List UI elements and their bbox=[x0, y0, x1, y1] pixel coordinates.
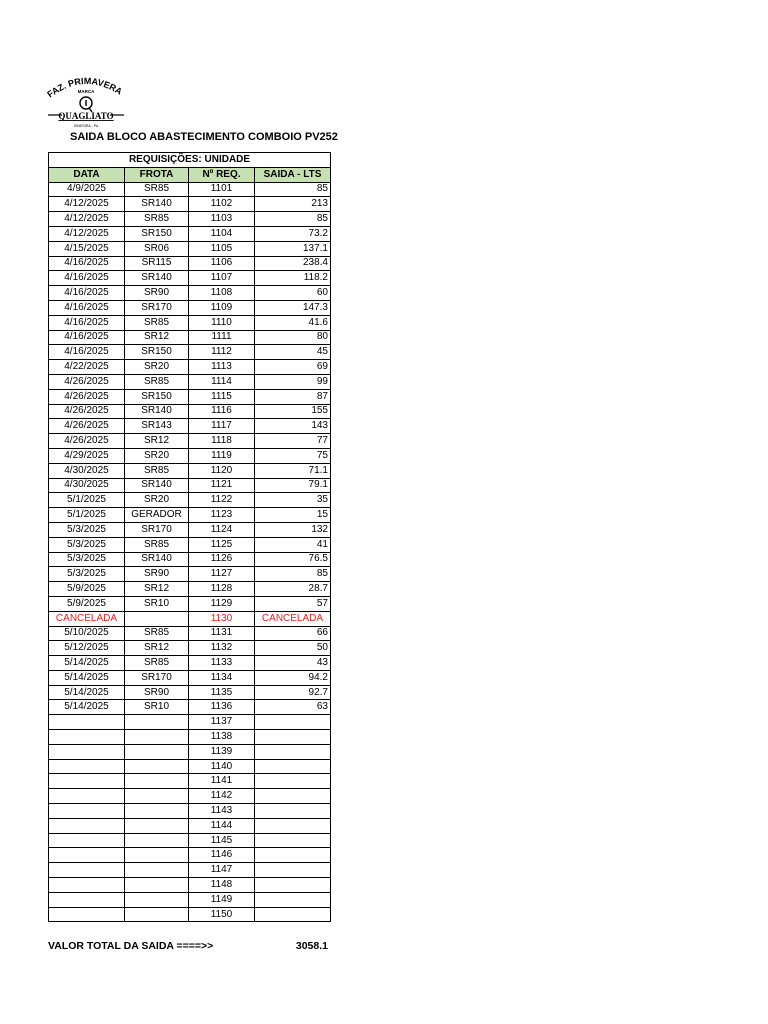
cell-data: 5/14/2025 bbox=[49, 670, 125, 685]
cell-data: 5/14/2025 bbox=[49, 700, 125, 715]
cell-req: 1122 bbox=[189, 493, 255, 508]
cell-data bbox=[49, 818, 125, 833]
cell-frota: SR143 bbox=[125, 419, 189, 434]
cell-frota: SR12 bbox=[125, 434, 189, 449]
cell-frota: SR150 bbox=[125, 389, 189, 404]
cell-frota bbox=[125, 744, 189, 759]
cell-saida bbox=[255, 759, 331, 774]
cell-req: 1139 bbox=[189, 744, 255, 759]
table-row bbox=[49, 197, 331, 212]
cell-saida bbox=[255, 804, 331, 819]
cell-data: 4/30/2025 bbox=[49, 463, 125, 478]
cell-saida bbox=[255, 744, 331, 759]
cell-req: 1138 bbox=[189, 730, 255, 745]
cell-data: 4/26/2025 bbox=[49, 434, 125, 449]
cell-saida: 85 bbox=[255, 182, 331, 197]
cell-req: 1101 bbox=[189, 182, 255, 197]
cell-frota: SR20 bbox=[125, 448, 189, 463]
cell-data: 4/9/2025 bbox=[49, 182, 125, 197]
cell-saida: 77 bbox=[255, 434, 331, 449]
table-row bbox=[49, 389, 331, 404]
cell-req: 1143 bbox=[189, 804, 255, 819]
cell-saida: 69 bbox=[255, 360, 331, 375]
total-value: 3058.1 bbox=[295, 940, 328, 952]
cell-data: 5/3/2025 bbox=[49, 522, 125, 537]
cell-req: 1140 bbox=[189, 759, 255, 774]
cell-data: 4/26/2025 bbox=[49, 389, 125, 404]
cell-frota: SR20 bbox=[125, 493, 189, 508]
table-row bbox=[49, 404, 331, 419]
fazenda-logo-emblem bbox=[44, 76, 128, 134]
logo-brand-text: QUAGLIATO bbox=[58, 111, 114, 121]
cell-req: 1117 bbox=[189, 419, 255, 434]
table-row bbox=[49, 730, 331, 745]
cell-data: 5/14/2025 bbox=[49, 656, 125, 671]
cell-saida: 63 bbox=[255, 700, 331, 715]
cell-saida: 137.1 bbox=[255, 241, 331, 256]
cell-req: 1132 bbox=[189, 641, 255, 656]
table-row bbox=[49, 670, 331, 685]
cell-saida: 147.3 bbox=[255, 300, 331, 315]
cell-data: 4/15/2025 bbox=[49, 241, 125, 256]
cell-req: 1137 bbox=[189, 715, 255, 730]
cell-saida: 132 bbox=[255, 522, 331, 537]
svg-text:FAZ. PRIMAVERA bbox=[45, 76, 124, 100]
table-row bbox=[49, 892, 331, 907]
cell-saida: 99 bbox=[255, 374, 331, 389]
logo-arc-text: FAZ. PRIMAVERA bbox=[45, 76, 124, 100]
cell-saida: 57 bbox=[255, 596, 331, 611]
table-header-row bbox=[49, 167, 331, 182]
cell-saida: 75 bbox=[255, 448, 331, 463]
cell-saida: 85 bbox=[255, 212, 331, 227]
cell-data: 5/3/2025 bbox=[49, 567, 125, 582]
cell-saida: 50 bbox=[255, 641, 331, 656]
cell-frota: SR85 bbox=[125, 463, 189, 478]
table-row bbox=[49, 626, 331, 641]
cell-frota bbox=[125, 730, 189, 745]
column-header-req: Nº REQ. bbox=[189, 167, 255, 182]
table-row bbox=[49, 212, 331, 227]
cell-req: 1118 bbox=[189, 434, 255, 449]
cell-data bbox=[49, 863, 125, 878]
cell-data: 5/12/2025 bbox=[49, 641, 125, 656]
cell-req: 1146 bbox=[189, 848, 255, 863]
cell-frota: SR85 bbox=[125, 182, 189, 197]
cell-req: 1126 bbox=[189, 552, 255, 567]
cell-frota bbox=[125, 774, 189, 789]
cell-req: 1120 bbox=[189, 463, 255, 478]
cell-data bbox=[49, 848, 125, 863]
cell-frota: SR140 bbox=[125, 404, 189, 419]
cell-req: 1134 bbox=[189, 670, 255, 685]
cell-frota: SR170 bbox=[125, 670, 189, 685]
cell-frota: SR10 bbox=[125, 596, 189, 611]
cell-req: 1121 bbox=[189, 478, 255, 493]
cell-data: 4/16/2025 bbox=[49, 345, 125, 360]
cell-frota bbox=[125, 789, 189, 804]
cell-frota bbox=[125, 715, 189, 730]
cell-data bbox=[49, 730, 125, 745]
cell-req: 1130 bbox=[189, 611, 255, 626]
column-header-frota: FROTA bbox=[125, 167, 189, 182]
cell-data: CANCELADA bbox=[49, 611, 125, 626]
column-header-saida: SAIDA - LTS bbox=[255, 167, 331, 182]
table-row bbox=[49, 863, 331, 878]
cell-data: 4/16/2025 bbox=[49, 286, 125, 301]
cell-req: 1107 bbox=[189, 271, 255, 286]
cell-data bbox=[49, 774, 125, 789]
cell-data bbox=[49, 878, 125, 893]
cell-req: 1124 bbox=[189, 522, 255, 537]
cell-req: 1141 bbox=[189, 774, 255, 789]
cell-saida: 15 bbox=[255, 508, 331, 523]
cell-frota: SR140 bbox=[125, 271, 189, 286]
cell-req: 1127 bbox=[189, 567, 255, 582]
cell-frota: SR20 bbox=[125, 360, 189, 375]
cell-frota bbox=[125, 759, 189, 774]
cell-data: 4/12/2025 bbox=[49, 212, 125, 227]
cell-saida bbox=[255, 789, 331, 804]
cell-req: 1147 bbox=[189, 863, 255, 878]
table-row bbox=[49, 493, 331, 508]
cell-data: 4/16/2025 bbox=[49, 300, 125, 315]
cell-saida: 45 bbox=[255, 345, 331, 360]
table-row bbox=[49, 804, 331, 819]
cell-frota: SR85 bbox=[125, 537, 189, 552]
table-row bbox=[49, 241, 331, 256]
document-title: SAIDA BLOCO ABASTECIMENTO COMBOIO PV252 bbox=[70, 131, 338, 143]
cell-data bbox=[49, 789, 125, 804]
table-row bbox=[49, 833, 331, 848]
cell-req: 1135 bbox=[189, 685, 255, 700]
cell-data bbox=[49, 715, 125, 730]
cell-data: 4/12/2025 bbox=[49, 197, 125, 212]
requisitions-table-body bbox=[49, 153, 331, 922]
cell-req: 1106 bbox=[189, 256, 255, 271]
cell-saida bbox=[255, 730, 331, 745]
column-header-data: DATA bbox=[49, 167, 125, 182]
cell-data: 4/30/2025 bbox=[49, 478, 125, 493]
cell-data bbox=[49, 744, 125, 759]
table-title: REQUISIÇÕES: UNIDADE bbox=[49, 153, 331, 168]
cell-saida: 155 bbox=[255, 404, 331, 419]
cell-saida: CANCELADA bbox=[255, 611, 331, 626]
total-label: VALOR TOTAL DA SAIDA ====>> bbox=[48, 940, 214, 952]
cell-saida: 79.1 bbox=[255, 478, 331, 493]
cell-data: 4/16/2025 bbox=[49, 271, 125, 286]
cell-frota: SR140 bbox=[125, 478, 189, 493]
table-row bbox=[49, 315, 331, 330]
table-row bbox=[49, 537, 331, 552]
cell-frota: SR170 bbox=[125, 522, 189, 537]
cell-frota: SR85 bbox=[125, 626, 189, 641]
cell-saida bbox=[255, 774, 331, 789]
cell-frota: SR140 bbox=[125, 552, 189, 567]
table-row bbox=[49, 463, 331, 478]
cell-data: 5/3/2025 bbox=[49, 552, 125, 567]
cell-saida: 238.4 bbox=[255, 256, 331, 271]
cell-frota bbox=[125, 833, 189, 848]
cell-data: 4/29/2025 bbox=[49, 448, 125, 463]
cell-saida: 60 bbox=[255, 286, 331, 301]
cell-saida: 66 bbox=[255, 626, 331, 641]
table-row bbox=[49, 759, 331, 774]
table-row bbox=[49, 848, 331, 863]
cell-saida: 28.7 bbox=[255, 582, 331, 597]
cell-saida bbox=[255, 818, 331, 833]
cell-data: 4/22/2025 bbox=[49, 360, 125, 375]
logo-marca-text: MARCA bbox=[77, 89, 95, 94]
cell-frota: SR10 bbox=[125, 700, 189, 715]
table-row bbox=[49, 582, 331, 597]
table-row bbox=[49, 715, 331, 730]
cell-saida: 87 bbox=[255, 389, 331, 404]
table-row bbox=[49, 641, 331, 656]
cell-req: 1133 bbox=[189, 656, 255, 671]
table-row bbox=[49, 360, 331, 375]
cell-req: 1128 bbox=[189, 582, 255, 597]
table-row bbox=[49, 685, 331, 700]
cell-saida bbox=[255, 907, 331, 922]
table-row bbox=[49, 182, 331, 197]
cell-data: 4/16/2025 bbox=[49, 330, 125, 345]
cell-req: 1104 bbox=[189, 226, 255, 241]
cell-frota: SR90 bbox=[125, 286, 189, 301]
cell-frota bbox=[125, 804, 189, 819]
table-row bbox=[49, 552, 331, 567]
cell-frota: SR06 bbox=[125, 241, 189, 256]
cell-frota: SR12 bbox=[125, 330, 189, 345]
table-row bbox=[49, 818, 331, 833]
table-row bbox=[49, 567, 331, 582]
table-row bbox=[49, 508, 331, 523]
cell-req: 1112 bbox=[189, 345, 255, 360]
cell-frota: SR150 bbox=[125, 226, 189, 241]
table-row bbox=[49, 611, 331, 626]
table-row bbox=[49, 345, 331, 360]
table-row bbox=[49, 374, 331, 389]
cell-saida bbox=[255, 833, 331, 848]
cell-req: 1123 bbox=[189, 508, 255, 523]
cell-frota: SR85 bbox=[125, 374, 189, 389]
cell-req: 1102 bbox=[189, 197, 255, 212]
table-row bbox=[49, 330, 331, 345]
cell-req: 1109 bbox=[189, 300, 255, 315]
logo-location-text: IGNESIRA - PA bbox=[73, 124, 99, 128]
cell-frota bbox=[125, 892, 189, 907]
table-row bbox=[49, 286, 331, 301]
cell-saida bbox=[255, 715, 331, 730]
cell-saida bbox=[255, 878, 331, 893]
cell-data: 5/1/2025 bbox=[49, 493, 125, 508]
cell-data: 4/26/2025 bbox=[49, 419, 125, 434]
cell-frota: SR90 bbox=[125, 685, 189, 700]
table-row bbox=[49, 478, 331, 493]
cell-frota bbox=[125, 863, 189, 878]
cell-saida: 85 bbox=[255, 567, 331, 582]
cell-saida: 80 bbox=[255, 330, 331, 345]
cell-saida bbox=[255, 892, 331, 907]
cell-frota: SR170 bbox=[125, 300, 189, 315]
cell-req: 1129 bbox=[189, 596, 255, 611]
cell-frota: GERADOR bbox=[125, 508, 189, 523]
requisitions-table bbox=[48, 152, 331, 922]
cell-saida: 118.2 bbox=[255, 271, 331, 286]
cell-req: 1103 bbox=[189, 212, 255, 227]
logo bbox=[44, 76, 128, 134]
cell-saida: 73.2 bbox=[255, 226, 331, 241]
cell-req: 1148 bbox=[189, 878, 255, 893]
cell-frota: SR85 bbox=[125, 212, 189, 227]
cell-frota: SR85 bbox=[125, 656, 189, 671]
cell-req: 1145 bbox=[189, 833, 255, 848]
cell-frota: SR150 bbox=[125, 345, 189, 360]
cell-data: 4/26/2025 bbox=[49, 404, 125, 419]
cell-frota bbox=[125, 878, 189, 893]
table-row bbox=[49, 907, 331, 922]
cell-req: 1116 bbox=[189, 404, 255, 419]
cell-data: 4/16/2025 bbox=[49, 315, 125, 330]
cell-saida: 41.6 bbox=[255, 315, 331, 330]
cell-saida: 76.5 bbox=[255, 552, 331, 567]
cell-frota bbox=[125, 611, 189, 626]
cell-req: 1114 bbox=[189, 374, 255, 389]
cell-data: 5/3/2025 bbox=[49, 537, 125, 552]
cell-frota: SR12 bbox=[125, 641, 189, 656]
table-row bbox=[49, 300, 331, 315]
cell-data: 5/9/2025 bbox=[49, 596, 125, 611]
cell-data: 5/14/2025 bbox=[49, 685, 125, 700]
cell-saida bbox=[255, 863, 331, 878]
cell-req: 1136 bbox=[189, 700, 255, 715]
cell-req: 1144 bbox=[189, 818, 255, 833]
cell-frota bbox=[125, 848, 189, 863]
cell-req: 1115 bbox=[189, 389, 255, 404]
table-row bbox=[49, 744, 331, 759]
table-title-row bbox=[49, 153, 331, 168]
cell-data: 5/9/2025 bbox=[49, 582, 125, 597]
cell-req: 1142 bbox=[189, 789, 255, 804]
cell-saida: 43 bbox=[255, 656, 331, 671]
table-row bbox=[49, 656, 331, 671]
cell-req: 1110 bbox=[189, 315, 255, 330]
cell-frota: SR85 bbox=[125, 315, 189, 330]
cell-data: 4/16/2025 bbox=[49, 256, 125, 271]
table-row bbox=[49, 522, 331, 537]
cell-saida: 92.7 bbox=[255, 685, 331, 700]
cell-req: 1131 bbox=[189, 626, 255, 641]
cell-req: 1125 bbox=[189, 537, 255, 552]
table-row bbox=[49, 419, 331, 434]
cell-data bbox=[49, 833, 125, 848]
cell-req: 1108 bbox=[189, 286, 255, 301]
table-row bbox=[49, 700, 331, 715]
cell-data: 4/12/2025 bbox=[49, 226, 125, 241]
cell-req: 1111 bbox=[189, 330, 255, 345]
cell-frota bbox=[125, 818, 189, 833]
cell-data bbox=[49, 892, 125, 907]
cell-frota: SR115 bbox=[125, 256, 189, 271]
cell-req: 1113 bbox=[189, 360, 255, 375]
table-row bbox=[49, 774, 331, 789]
cell-saida bbox=[255, 848, 331, 863]
cell-frota: SR12 bbox=[125, 582, 189, 597]
cell-saida: 41 bbox=[255, 537, 331, 552]
cell-req: 1150 bbox=[189, 907, 255, 922]
cell-data: 5/10/2025 bbox=[49, 626, 125, 641]
cell-req: 1119 bbox=[189, 448, 255, 463]
table-row bbox=[49, 434, 331, 449]
cell-saida: 35 bbox=[255, 493, 331, 508]
table-row bbox=[49, 256, 331, 271]
cell-saida: 213 bbox=[255, 197, 331, 212]
cell-req: 1105 bbox=[189, 241, 255, 256]
table-row bbox=[49, 448, 331, 463]
cell-data bbox=[49, 804, 125, 819]
table-row bbox=[49, 271, 331, 286]
cell-data bbox=[49, 907, 125, 922]
table-row bbox=[49, 789, 331, 804]
cell-frota: SR90 bbox=[125, 567, 189, 582]
table-row bbox=[49, 878, 331, 893]
cell-saida: 143 bbox=[255, 419, 331, 434]
cell-req: 1149 bbox=[189, 892, 255, 907]
cell-saida: 94.2 bbox=[255, 670, 331, 685]
table-row bbox=[49, 226, 331, 241]
cell-saida: 71.1 bbox=[255, 463, 331, 478]
cell-frota: SR140 bbox=[125, 197, 189, 212]
table-row bbox=[49, 596, 331, 611]
cell-data: 4/26/2025 bbox=[49, 374, 125, 389]
cell-frota bbox=[125, 907, 189, 922]
cell-data bbox=[49, 759, 125, 774]
cell-data: 5/1/2025 bbox=[49, 508, 125, 523]
